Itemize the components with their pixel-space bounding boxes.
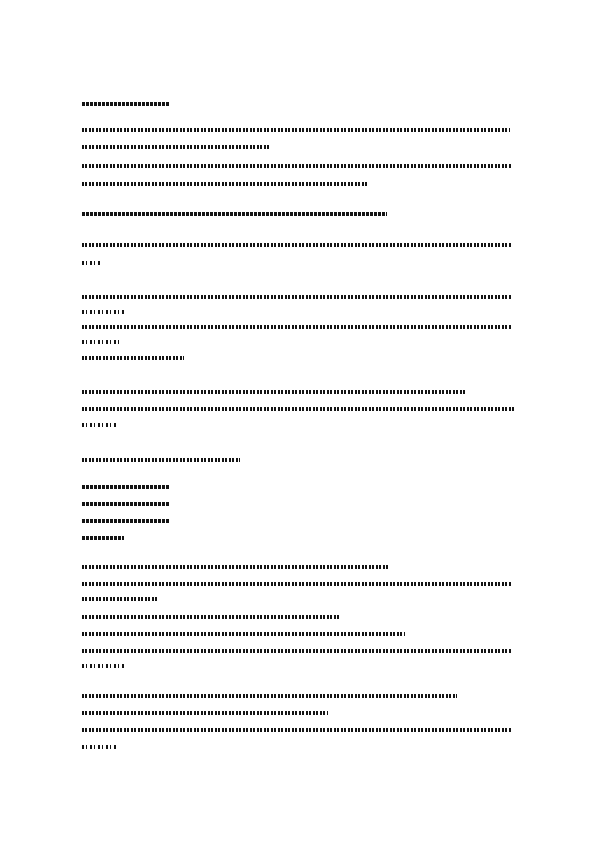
paragraph-1-line-2 — [82, 145, 270, 149]
short-heading-line — [82, 458, 240, 462]
paragraph-6-line-6 — [82, 649, 512, 653]
paragraph-1-line-1 — [82, 128, 510, 132]
paragraph-3-line-1 — [82, 243, 512, 247]
paragraph-6-line-1 — [82, 565, 390, 569]
paragraph-4-line-5 — [82, 356, 184, 360]
paragraph-7-line-4 — [82, 745, 118, 749]
paragraph-6-line-7 — [82, 664, 124, 668]
list-item-3 — [82, 519, 170, 523]
paragraph-6-line-2 — [82, 582, 512, 586]
list-item-4 — [82, 536, 124, 540]
list-item-2 — [82, 502, 170, 506]
paragraph-6-line-5 — [82, 632, 405, 636]
document-title-line — [82, 102, 170, 106]
paragraph-6-line-4 — [82, 615, 340, 619]
paragraph-6-line-3 — [82, 597, 158, 601]
paragraph-7-line-3 — [82, 728, 512, 732]
paragraph-3-line-2 — [82, 261, 100, 265]
paragraph-4-line-2 — [82, 310, 126, 314]
paragraph-7-line-1 — [82, 694, 457, 698]
paragraph-2-line-1 — [82, 164, 512, 168]
paragraph-2-line-2 — [82, 182, 367, 186]
paragraph-4-line-3 — [82, 325, 512, 329]
section-heading-line — [82, 212, 387, 216]
paragraph-5-line-1 — [82, 390, 467, 394]
list-item-1 — [82, 485, 170, 489]
paragraph-5-line-2 — [82, 407, 514, 411]
paragraph-4-line-4 — [82, 340, 122, 344]
paragraph-7-line-2 — [82, 711, 328, 715]
paragraph-4-line-1 — [82, 295, 512, 299]
paragraph-5-line-3 — [82, 423, 118, 427]
